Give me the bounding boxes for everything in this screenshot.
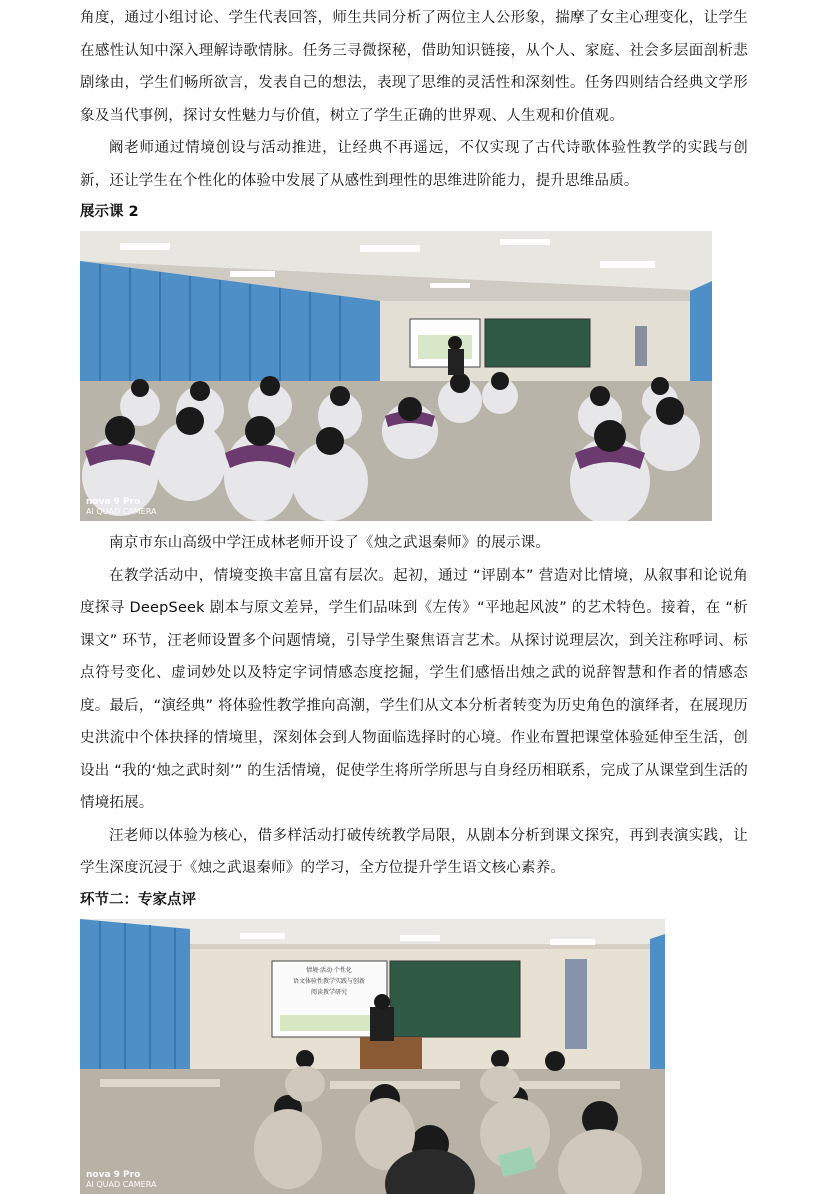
paragraph-4: 在教学活动中，情境变换丰富且富有层次。起初，通过 “评剧本” 营造对比情境，从叙事和论说角度探寻 DeepSeek 剧本与原文差异，学生们品味到《左传》“平地起风波” 的艺术特色。接着，在 “析课文” 环节，汪老师设置多个问题情境，引导学生聚焦语言艺术。从探讨说理层次，到关注称呼词、标点符号变化、虚词妙处以及特定字词情感态度挖掘，学生们感悟出烛之武的说辞智慧和作者的情感态度。最后，“演经典” 将体验性教学推向高潮，学生们从文本分析者转变为历史角色的演绎者，在展现历史洪流中个体抉择的情境里，深刻体会到人物面临选择时的心境。作业布置把课堂体验延伸至生活，创设出 “我的‘烛之武时刻’” 的生活情境，促使学生将所学所思与自身经历相联系，完成了从课堂到生活的情境拓展。 (80, 567, 748, 811)
camera-watermark-1 (86, 498, 156, 516)
paragraph-3: 南京市东山高级中学汪成林老师开设了《烛之武退秦师》的展示课。 (109, 535, 550, 551)
paragraph-1: 角度，通过小组讨论、学生代表回答，师生共同分析了两位主人公形象，揣摩了女主心理变化，让学生在感性认知中深入理解诗歌情脉。任务三寻微探秘，借助知识链接，从个人、家庭、社会多层面剖析悲剧缘由，学生们畅所欲言，发表自己的想法，表现了思维的灵活性和深刻性。任务四则结合经典文学形象及当代事例，探讨女性魅力与价值，树立了学生正确的世界观、人生观和价值观。 (80, 10, 748, 124)
lecture-photo-2 (80, 919, 665, 1194)
watermark-camera: AI QUAD CAMERA (86, 507, 157, 516)
watermark-model: nova 9 Pro (86, 497, 141, 507)
classroom-photo-1 (80, 231, 712, 521)
watermark-camera: AI QUAD CAMERA (86, 1179, 157, 1189)
classroom-photo-1-graphic (80, 231, 712, 521)
lecture-photo-2-graphic (80, 919, 665, 1194)
screen-title-line-2: 语文体验性教学实践与创新 (292, 977, 366, 985)
document-page (80, 0, 748, 1194)
paragraph-2: 阚老师通过情境创设与活动推进，让经典不再遥远，不仅实现了古代诗歌体验性教学的实践与创新，还让学生在个性化的体验中发展了从感性到理性的思维进阶能力，提升思维品质。 (80, 140, 748, 189)
screen-title-line-1: 情境·活动·个性化 (306, 966, 352, 974)
paragraph-5: 汪老师以体验为核心，借多样活动打破传统教学局限，从剧本分析到课文探究，再到表演实践，让学生深度沉浸于《烛之武退秦师》的学习，全方位提升学生语文核心素养。 (80, 827, 748, 876)
watermark-model: nova 9 Pro (86, 1169, 141, 1180)
camera-watermark-2 (86, 1171, 156, 1189)
section-heading-1: 展示课 2 (80, 204, 139, 220)
screen-title-line-3: 阅读教学研究 (310, 988, 348, 996)
section-heading-2: 环节二：专家点评 (80, 891, 196, 908)
